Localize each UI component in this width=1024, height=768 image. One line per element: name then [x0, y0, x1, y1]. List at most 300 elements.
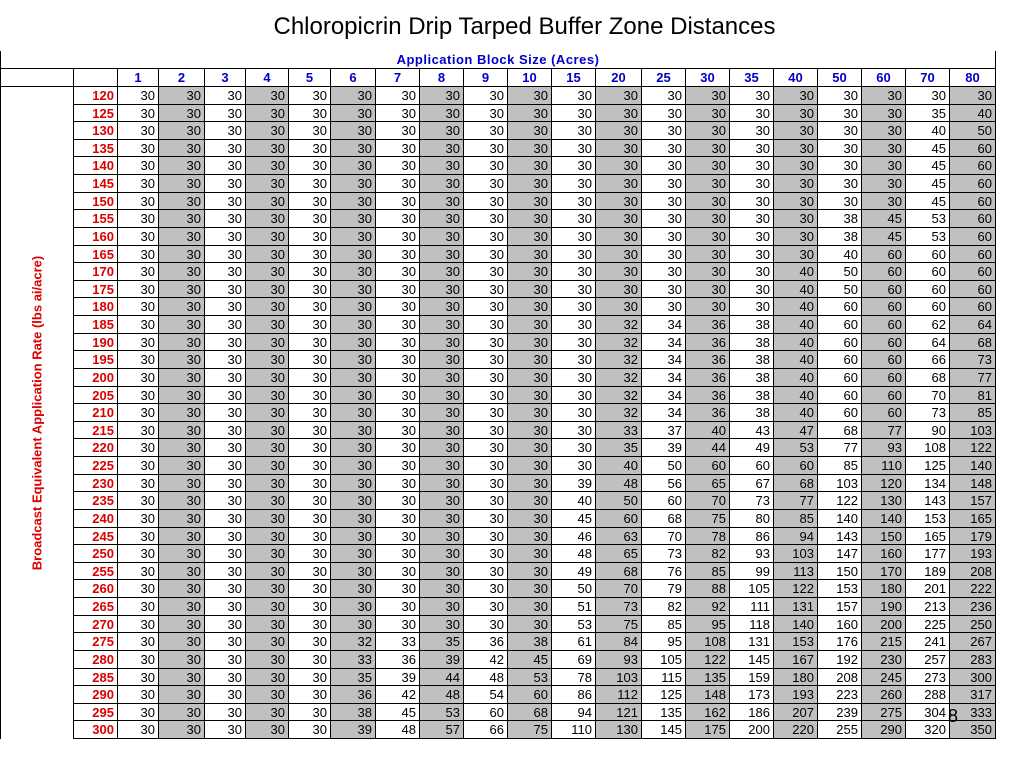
distance-cell: 85 — [774, 510, 818, 528]
distance-cell: 30 — [596, 175, 642, 193]
distance-cell: 30 — [246, 157, 289, 175]
distance-cell: 30 — [376, 475, 420, 492]
distance-cell: 38 — [818, 210, 862, 228]
rate-cell: 235 — [74, 492, 118, 510]
distance-cell: 30 — [420, 439, 464, 457]
distance-cell: 30 — [774, 210, 818, 228]
distance-cell: 35 — [596, 439, 642, 457]
distance-cell: 30 — [552, 298, 596, 316]
distance-cell: 60 — [906, 263, 950, 281]
distance-cell: 30 — [159, 422, 205, 439]
distance-cell: 30 — [552, 140, 596, 157]
distance-cell: 30 — [420, 140, 464, 157]
distance-cell: 30 — [464, 281, 508, 298]
distance-cell: 30 — [642, 228, 686, 246]
distance-cell: 30 — [118, 404, 159, 422]
distance-cell: 30 — [730, 157, 774, 175]
distance-cell: 30 — [246, 263, 289, 281]
distance-cell: 30 — [376, 316, 420, 334]
distance-cell: 30 — [420, 387, 464, 404]
distance-cell: 78 — [686, 528, 730, 545]
distance-cell: 165 — [950, 510, 996, 528]
distance-cell: 60 — [774, 457, 818, 475]
distance-cell: 30 — [774, 157, 818, 175]
distance-cell: 30 — [331, 334, 376, 351]
distance-cell: 30 — [289, 669, 331, 686]
distance-cell: 30 — [289, 633, 331, 651]
distance-cell: 36 — [376, 651, 420, 669]
distance-cell: 30 — [686, 298, 730, 316]
distance-cell: 30 — [730, 263, 774, 281]
acre-header-cell: 3 — [205, 69, 246, 87]
distance-cell: 45 — [862, 228, 906, 246]
distance-cell: 30 — [376, 510, 420, 528]
distance-cell: 30 — [642, 87, 686, 105]
distance-cell: 30 — [289, 616, 331, 633]
acre-header-cell: 70 — [906, 69, 950, 87]
rate-cell: 150 — [74, 193, 118, 210]
distance-cell: 45 — [862, 210, 906, 228]
distance-cell: 30 — [246, 633, 289, 651]
rate-cell: 230 — [74, 475, 118, 492]
rate-cell: 285 — [74, 669, 118, 686]
distance-cell: 39 — [642, 439, 686, 457]
distance-cell: 213 — [906, 598, 950, 616]
distance-cell: 65 — [596, 545, 642, 563]
distance-cell: 60 — [642, 492, 686, 510]
distance-cell: 30 — [596, 210, 642, 228]
distance-cell: 30 — [376, 263, 420, 281]
distance-cell: 40 — [774, 281, 818, 298]
distance-cell: 30 — [159, 369, 205, 387]
distance-cell: 105 — [730, 580, 774, 598]
distance-cell: 73 — [596, 598, 642, 616]
distance-cell: 30 — [420, 122, 464, 140]
distance-cell: 30 — [508, 228, 552, 246]
distance-cell: 30 — [246, 704, 289, 721]
distance-cell: 38 — [818, 228, 862, 246]
distance-cell: 38 — [730, 369, 774, 387]
distance-cell: 30 — [508, 157, 552, 175]
distance-cell: 32 — [596, 334, 642, 351]
distance-cell: 30 — [376, 87, 420, 105]
distance-cell: 60 — [950, 298, 996, 316]
distance-cell: 30 — [159, 457, 205, 475]
distance-cell: 30 — [508, 616, 552, 633]
distance-cell: 30 — [118, 704, 159, 721]
distance-cell: 30 — [376, 210, 420, 228]
distance-cell: 60 — [950, 140, 996, 157]
distance-cell: 30 — [464, 598, 508, 616]
distance-cell: 115 — [642, 669, 686, 686]
distance-cell: 30 — [420, 175, 464, 193]
rate-cell: 145 — [74, 175, 118, 193]
distance-cell: 30 — [552, 422, 596, 439]
distance-cell: 30 — [205, 122, 246, 140]
distance-cell: 30 — [205, 369, 246, 387]
distance-cell: 60 — [862, 351, 906, 369]
distance-cell: 39 — [331, 721, 376, 739]
distance-cell: 160 — [862, 545, 906, 563]
distance-cell: 30 — [246, 457, 289, 475]
rate-cell: 165 — [74, 246, 118, 263]
distance-cell: 60 — [862, 316, 906, 334]
distance-cell: 167 — [774, 651, 818, 669]
distance-cell: 30 — [464, 510, 508, 528]
distance-cell: 68 — [642, 510, 686, 528]
distance-cell: 30 — [205, 633, 246, 651]
distance-cell: 30 — [205, 439, 246, 457]
distance-cell: 30 — [376, 545, 420, 563]
distance-cell: 60 — [862, 263, 906, 281]
distance-cell: 30 — [289, 263, 331, 281]
distance-cell: 30 — [331, 369, 376, 387]
distance-cell: 113 — [774, 563, 818, 580]
distance-cell: 30 — [331, 316, 376, 334]
distance-cell: 44 — [686, 439, 730, 457]
distance-cell: 30 — [420, 545, 464, 563]
distance-cell: 30 — [159, 263, 205, 281]
distance-cell: 236 — [950, 598, 996, 616]
distance-cell: 60 — [862, 404, 906, 422]
distance-cell: 60 — [686, 457, 730, 475]
distance-cell: 30 — [118, 157, 159, 175]
distance-cell: 39 — [420, 651, 464, 669]
distance-cell: 30 — [464, 422, 508, 439]
distance-cell: 30 — [376, 334, 420, 351]
distance-cell: 135 — [686, 669, 730, 686]
distance-cell: 153 — [774, 633, 818, 651]
distance-cell: 30 — [205, 492, 246, 510]
distance-cell: 30 — [118, 721, 159, 739]
distance-cell: 30 — [596, 122, 642, 140]
distance-cell: 30 — [508, 298, 552, 316]
distance-cell: 60 — [950, 228, 996, 246]
distance-cell: 222 — [950, 580, 996, 598]
distance-cell: 30 — [376, 246, 420, 263]
acre-header-cell: 5 — [289, 69, 331, 87]
distance-cell: 33 — [596, 422, 642, 439]
distance-cell: 30 — [118, 316, 159, 334]
distance-cell: 30 — [246, 686, 289, 704]
distance-cell: 33 — [376, 633, 420, 651]
distance-cell: 30 — [205, 387, 246, 404]
distance-cell: 60 — [862, 387, 906, 404]
distance-cell: 30 — [289, 246, 331, 263]
rate-cell: 140 — [74, 157, 118, 175]
distance-cell: 30 — [246, 545, 289, 563]
distance-cell: 30 — [552, 193, 596, 210]
distance-cell: 79 — [642, 580, 686, 598]
distance-cell: 30 — [159, 475, 205, 492]
distance-cell: 84 — [596, 633, 642, 651]
distance-cell: 30 — [331, 351, 376, 369]
distance-cell: 53 — [774, 439, 818, 457]
distance-cell: 36 — [686, 404, 730, 422]
rate-cell: 275 — [74, 633, 118, 651]
distance-cell: 30 — [331, 387, 376, 404]
distance-cell: 30 — [246, 563, 289, 580]
distance-cell: 70 — [686, 492, 730, 510]
distance-cell: 38 — [730, 351, 774, 369]
distance-cell: 30 — [246, 387, 289, 404]
distance-cell: 239 — [818, 704, 862, 721]
distance-cell: 36 — [686, 334, 730, 351]
distance-cell: 30 — [686, 105, 730, 122]
distance-cell: 30 — [118, 528, 159, 545]
distance-cell: 60 — [508, 686, 552, 704]
distance-cell: 30 — [376, 598, 420, 616]
rate-cell: 265 — [74, 598, 118, 616]
distance-cell: 180 — [774, 669, 818, 686]
distance-cell: 30 — [376, 298, 420, 316]
distance-cell: 61 — [552, 633, 596, 651]
page-number: 8 — [948, 706, 959, 726]
distance-cell: 69 — [552, 651, 596, 669]
distance-cell: 30 — [246, 492, 289, 510]
distance-cell: 30 — [420, 369, 464, 387]
distance-cell: 30 — [246, 580, 289, 598]
distance-cell: 60 — [818, 369, 862, 387]
distance-cell: 30 — [552, 228, 596, 246]
distance-cell: 30 — [205, 580, 246, 598]
distance-cell: 30 — [159, 598, 205, 616]
distance-cell: 78 — [552, 669, 596, 686]
distance-cell: 175 — [686, 721, 730, 739]
distance-cell: 145 — [730, 651, 774, 669]
distance-cell: 30 — [906, 87, 950, 105]
distance-cell: 30 — [730, 246, 774, 263]
distance-cell: 50 — [552, 580, 596, 598]
distance-cell: 30 — [730, 87, 774, 105]
distance-cell: 92 — [686, 598, 730, 616]
distance-cell: 46 — [552, 528, 596, 545]
distance-cell: 30 — [420, 87, 464, 105]
distance-cell: 304 — [906, 704, 950, 721]
rate-cell: 180 — [74, 298, 118, 316]
distance-cell: 53 — [906, 210, 950, 228]
distance-cell: 95 — [642, 633, 686, 651]
rate-cell: 135 — [74, 140, 118, 157]
distance-cell: 40 — [818, 246, 862, 263]
distance-cell: 34 — [642, 404, 686, 422]
distance-cell: 30 — [376, 157, 420, 175]
distance-cell: 153 — [818, 580, 862, 598]
distance-cell: 30 — [508, 439, 552, 457]
distance-cell: 37 — [642, 422, 686, 439]
distance-cell: 40 — [774, 263, 818, 281]
distance-cell: 290 — [862, 721, 906, 739]
distance-cell: 68 — [950, 334, 996, 351]
distance-cell: 30 — [246, 528, 289, 545]
distance-cell: 30 — [686, 193, 730, 210]
distance-cell: 30 — [205, 351, 246, 369]
distance-cell: 30 — [331, 545, 376, 563]
distance-cell: 30 — [289, 193, 331, 210]
distance-cell: 36 — [686, 369, 730, 387]
distance-cell: 38 — [730, 387, 774, 404]
distance-cell: 103 — [950, 422, 996, 439]
distance-cell: 30 — [289, 210, 331, 228]
distance-cell: 30 — [205, 228, 246, 246]
distance-cell: 30 — [159, 281, 205, 298]
acre-header-cell: 8 — [420, 69, 464, 87]
distance-cell: 73 — [950, 351, 996, 369]
rate-cell: 300 — [74, 721, 118, 739]
distance-cell: 63 — [596, 528, 642, 545]
distance-cell: 245 — [862, 669, 906, 686]
distance-cell: 30 — [205, 157, 246, 175]
distance-cell: 30 — [246, 351, 289, 369]
rate-cell: 250 — [74, 545, 118, 563]
distance-cell: 30 — [331, 457, 376, 475]
distance-cell: 30 — [862, 122, 906, 140]
distance-cell: 40 — [596, 457, 642, 475]
distance-cell: 36 — [686, 316, 730, 334]
distance-cell: 30 — [686, 122, 730, 140]
distance-cell: 30 — [552, 404, 596, 422]
distance-cell: 60 — [950, 246, 996, 263]
distance-cell: 30 — [552, 157, 596, 175]
distance-cell: 35 — [420, 633, 464, 651]
distance-cell: 30 — [289, 492, 331, 510]
distance-cell: 30 — [508, 87, 552, 105]
distance-cell: 145 — [642, 721, 686, 739]
distance-cell: 60 — [730, 457, 774, 475]
distance-cell: 38 — [331, 704, 376, 721]
distance-cell: 130 — [596, 721, 642, 739]
distance-cell: 108 — [906, 439, 950, 457]
distance-cell: 103 — [818, 475, 862, 492]
distance-cell: 60 — [950, 157, 996, 175]
distance-cell: 30 — [420, 457, 464, 475]
distance-cell: 30 — [205, 140, 246, 157]
distance-cell: 30 — [118, 298, 159, 316]
rate-cell: 270 — [74, 616, 118, 633]
distance-cell: 30 — [818, 105, 862, 122]
distance-cell: 93 — [730, 545, 774, 563]
distance-cell: 30 — [118, 105, 159, 122]
distance-cell: 45 — [906, 140, 950, 157]
distance-cell: 30 — [246, 175, 289, 193]
distance-cell: 77 — [818, 439, 862, 457]
distance-cell: 30 — [508, 263, 552, 281]
distance-cell: 30 — [774, 122, 818, 140]
distance-cell: 173 — [730, 686, 774, 704]
acre-header-cell: 2 — [159, 69, 205, 87]
distance-cell: 45 — [906, 175, 950, 193]
distance-cell: 30 — [205, 721, 246, 739]
distance-cell: 30 — [159, 633, 205, 651]
distance-cell: 30 — [289, 475, 331, 492]
distance-cell: 30 — [464, 475, 508, 492]
distance-cell: 62 — [906, 316, 950, 334]
distance-cell: 30 — [205, 651, 246, 669]
distance-cell: 225 — [906, 616, 950, 633]
distance-cell: 30 — [246, 439, 289, 457]
distance-cell: 40 — [906, 122, 950, 140]
distance-cell: 30 — [508, 210, 552, 228]
distance-cell: 30 — [331, 122, 376, 140]
distance-cell: 45 — [906, 157, 950, 175]
distance-cell: 32 — [596, 369, 642, 387]
distance-cell: 30 — [331, 228, 376, 246]
distance-cell: 30 — [950, 87, 996, 105]
distance-cell: 30 — [118, 387, 159, 404]
distance-cell: 30 — [508, 545, 552, 563]
distance-cell: 230 — [862, 651, 906, 669]
distance-cell: 30 — [464, 210, 508, 228]
rate-cell: 160 — [74, 228, 118, 246]
distance-cell: 30 — [118, 351, 159, 369]
distance-cell: 60 — [464, 704, 508, 721]
distance-cell: 192 — [818, 651, 862, 669]
distance-cell: 45 — [906, 193, 950, 210]
distance-cell: 30 — [774, 105, 818, 122]
distance-cell: 30 — [376, 457, 420, 475]
application-block-size-header: Application Block Size (Acres) — [0, 51, 996, 69]
distance-cell: 176 — [818, 633, 862, 651]
distance-cell: 30 — [289, 122, 331, 140]
distance-cell: 30 — [464, 580, 508, 598]
distance-cell: 131 — [730, 633, 774, 651]
distance-cell: 30 — [420, 580, 464, 598]
distance-cell: 30 — [205, 316, 246, 334]
distance-cell: 60 — [862, 298, 906, 316]
distance-cell: 30 — [289, 721, 331, 739]
distance-cell: 50 — [596, 492, 642, 510]
distance-cell: 53 — [552, 616, 596, 633]
distance-cell: 30 — [205, 563, 246, 580]
distance-cell: 30 — [289, 281, 331, 298]
distance-cell: 30 — [159, 122, 205, 140]
distance-cell: 30 — [205, 686, 246, 704]
distance-cell: 70 — [906, 387, 950, 404]
distance-cell: 30 — [376, 404, 420, 422]
distance-cell: 30 — [818, 87, 862, 105]
distance-cell: 30 — [552, 387, 596, 404]
distance-cell: 60 — [862, 246, 906, 263]
distance-cell: 105 — [642, 651, 686, 669]
distance-cell: 85 — [686, 563, 730, 580]
distance-cell: 30 — [159, 228, 205, 246]
distance-cell: 30 — [118, 263, 159, 281]
distance-cell: 30 — [159, 316, 205, 334]
distance-cell: 75 — [508, 721, 552, 739]
distance-cell: 30 — [420, 422, 464, 439]
distance-cell: 30 — [642, 122, 686, 140]
acre-header-cell: 60 — [862, 69, 906, 87]
distance-cell: 30 — [159, 387, 205, 404]
distance-cell: 30 — [376, 105, 420, 122]
distance-cell: 30 — [818, 157, 862, 175]
distance-cell: 30 — [289, 686, 331, 704]
distance-cell: 40 — [774, 316, 818, 334]
distance-cell: 42 — [464, 651, 508, 669]
distance-cell: 51 — [552, 598, 596, 616]
acre-header-cell: 10 — [508, 69, 552, 87]
distance-cell: 30 — [289, 651, 331, 669]
distance-cell: 86 — [730, 528, 774, 545]
acre-header-cell: 4 — [246, 69, 289, 87]
acre-header-cell: 9 — [464, 69, 508, 87]
distance-cell: 30 — [118, 175, 159, 193]
distance-cell: 131 — [774, 598, 818, 616]
distance-cell: 30 — [686, 263, 730, 281]
distance-cell: 30 — [331, 475, 376, 492]
distance-cell: 75 — [596, 616, 642, 633]
distance-cell: 30 — [420, 246, 464, 263]
